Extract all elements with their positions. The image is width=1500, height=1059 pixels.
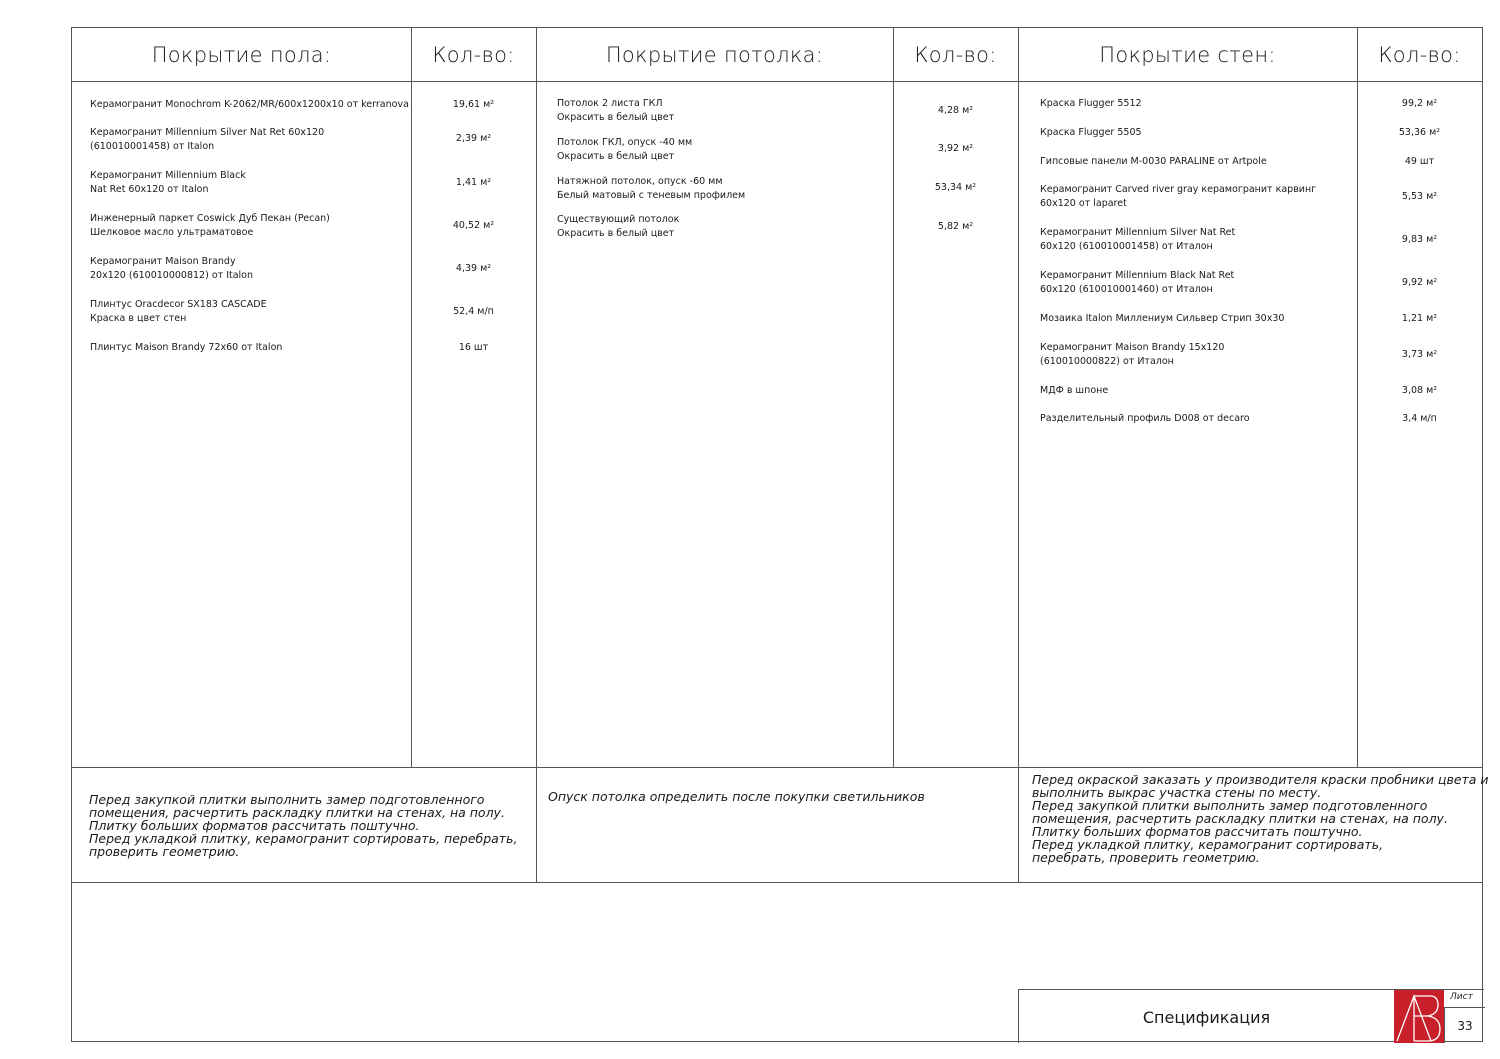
ceiling-header: Покрытие потолка: [605, 43, 824, 67]
walls-item-1: Краска Flugger 5512 [1040, 98, 1142, 109]
walls-qty-header: Кол-во: [1378, 43, 1461, 67]
floor-item-3: Керамогранит Millennium Black Nat Ret 60x120 от Italon [90, 170, 246, 195]
sheet-label: Лист [1450, 992, 1473, 1002]
floor-item-5: Керамогранит Maison Brandy 20x120 (610010000812) от Italon [90, 256, 254, 281]
walls-item-4: Керамогранит Carved river gray керамогранит карвинг 60x120 от laparet [1040, 184, 1317, 209]
floor-header: Покрытие пола: [151, 43, 332, 67]
sheet-title: Спецификация [1142, 1007, 1271, 1027]
walls-qty-10: 3,4 м/п [1402, 413, 1437, 424]
walls-item-10: Разделительный профиль D008 от decaro [1040, 413, 1250, 424]
floor-qty-2: 2,39 м² [455, 133, 492, 144]
walls-qty-7: 1,21 м² [1401, 313, 1438, 324]
ceiling-qty-header: Кол-во: [914, 43, 997, 67]
walls-item-9: МДФ в шпоне [1040, 385, 1109, 396]
walls-item-6: Керамогранит Millennium Black Nat Ret 60x120 (610010001460) от Италон [1040, 270, 1235, 295]
ceiling-qty-4: 5,82 м² [937, 221, 974, 232]
floor-item-7: Плинтус Maison Brandy 72x60 от Italon [90, 342, 283, 353]
floor-qty-7: 16 шт [458, 342, 489, 353]
walls-item-7: Мозаика Italon Миллениум Сильвер Стрип 30x30 [1040, 313, 1285, 324]
sheet-number: 33 [1444, 1007, 1485, 1043]
ceiling-item-3: Натяжной потолок, опуск -60 мм Белый матовый с теневым профилем [557, 176, 746, 201]
walls-item-2: Краска Flugger 5505 [1040, 127, 1142, 138]
walls-note: Перед окраской заказать у производителя краски пробники цвета и выполнить выкрас участка стены по месту. Перед закупкой плитки выполнить замер подготовленного помещения, расчертить раскладку плитки на стенах, на полу. Плитку больших форматов рассчитать поштучно. Перед укладкой плитку, керамогранит сортировать, перебрать, проверить геометрию. [1032, 772, 1489, 865]
floor-item-2: Керамогранит Millennium Silver Nat Ret 60x120 (610010001458) от Italon [90, 127, 325, 152]
floor-item-4: Инженерный паркет Coswick Дуб Пекан (Pecan) Шелковое масло ультраматовое [90, 213, 330, 238]
ceiling-qty-1: 4,28 м² [937, 105, 974, 116]
ab-logo-mark [1394, 990, 1444, 1043]
col-divider-3 [893, 28, 894, 767]
walls-qty-3: 49 шт [1404, 156, 1435, 167]
floor-qty-6: 52,4 м/п [453, 306, 494, 317]
ceiling-qty-3: 53,34 м² [934, 182, 977, 193]
walls-qty-2: 53,36 м² [1398, 127, 1441, 138]
walls-item-8: Керамогранит Maison Brandy 15x120 (610010000822) от Италон [1040, 342, 1225, 367]
title-block [1018, 989, 1484, 1043]
walls-qty-8: 3,73 м² [1401, 349, 1438, 360]
walls-item-5: Керамогранит Millennium Silver Nat Ret 60x120 (610010001458) от Италон [1040, 227, 1236, 252]
walls-qty-4: 5,53 м² [1401, 191, 1438, 202]
notes-bottom-divider [72, 882, 1482, 883]
ceiling-note: Опуск потолка определить после покупки светильников [548, 789, 925, 804]
floor-qty-4: 40,52 м² [452, 220, 495, 231]
floor-qty-5: 4,39 м² [455, 263, 492, 274]
ab-logo [1394, 990, 1444, 1043]
floor-item-1: Керамогранит Monochrom K-2062/MR/600x1200x10 от kerranova [90, 99, 409, 110]
col-divider-4 [1018, 28, 1019, 882]
floor-qty-3: 1,41 м² [455, 177, 492, 188]
ceiling-qty-2: 3,92 м² [937, 143, 974, 154]
floor-item-6: Плинтус Oracdecor SX183 CASCADE Краска в цвет стен [90, 299, 267, 324]
walls-header: Покрытие стен: [1099, 43, 1276, 67]
col-divider-2 [536, 28, 537, 882]
walls-qty-5: 9,83 м² [1401, 234, 1438, 245]
walls-qty-6: 9,92 м² [1401, 277, 1438, 288]
ceiling-item-2: Потолок ГКЛ, опуск -40 мм Окрасить в белый цвет [557, 137, 693, 162]
floor-note: Перед закупкой плитки выполнить замер подготовленного помещения, расчертить раскладку плитки на стенах, на полу. Плитку больших форматов рассчитать поштучно. Перед укладкой плитку, керамогранит сортировать, перебрать, проверить геометрию. [89, 792, 518, 859]
floor-qty-header: Кол-во: [432, 43, 515, 67]
notes-top-divider [72, 767, 1482, 768]
floor-qty-1: 19,61 м² [452, 99, 495, 110]
spec-sheet [71, 27, 1489, 1042]
ceiling-item-4: Существующий потолок Окрасить в белый цвет [557, 214, 680, 239]
walls-item-3: Гипсовые панели M-0030 PARALINE от Artpole [1040, 156, 1267, 167]
ceiling-item-1: Потолок 2 листа ГКЛ Окрасить в белый цвет [557, 98, 675, 123]
walls-qty-9: 3,08 м² [1401, 385, 1438, 396]
walls-qty-1: 99,2 м² [1401, 98, 1438, 109]
